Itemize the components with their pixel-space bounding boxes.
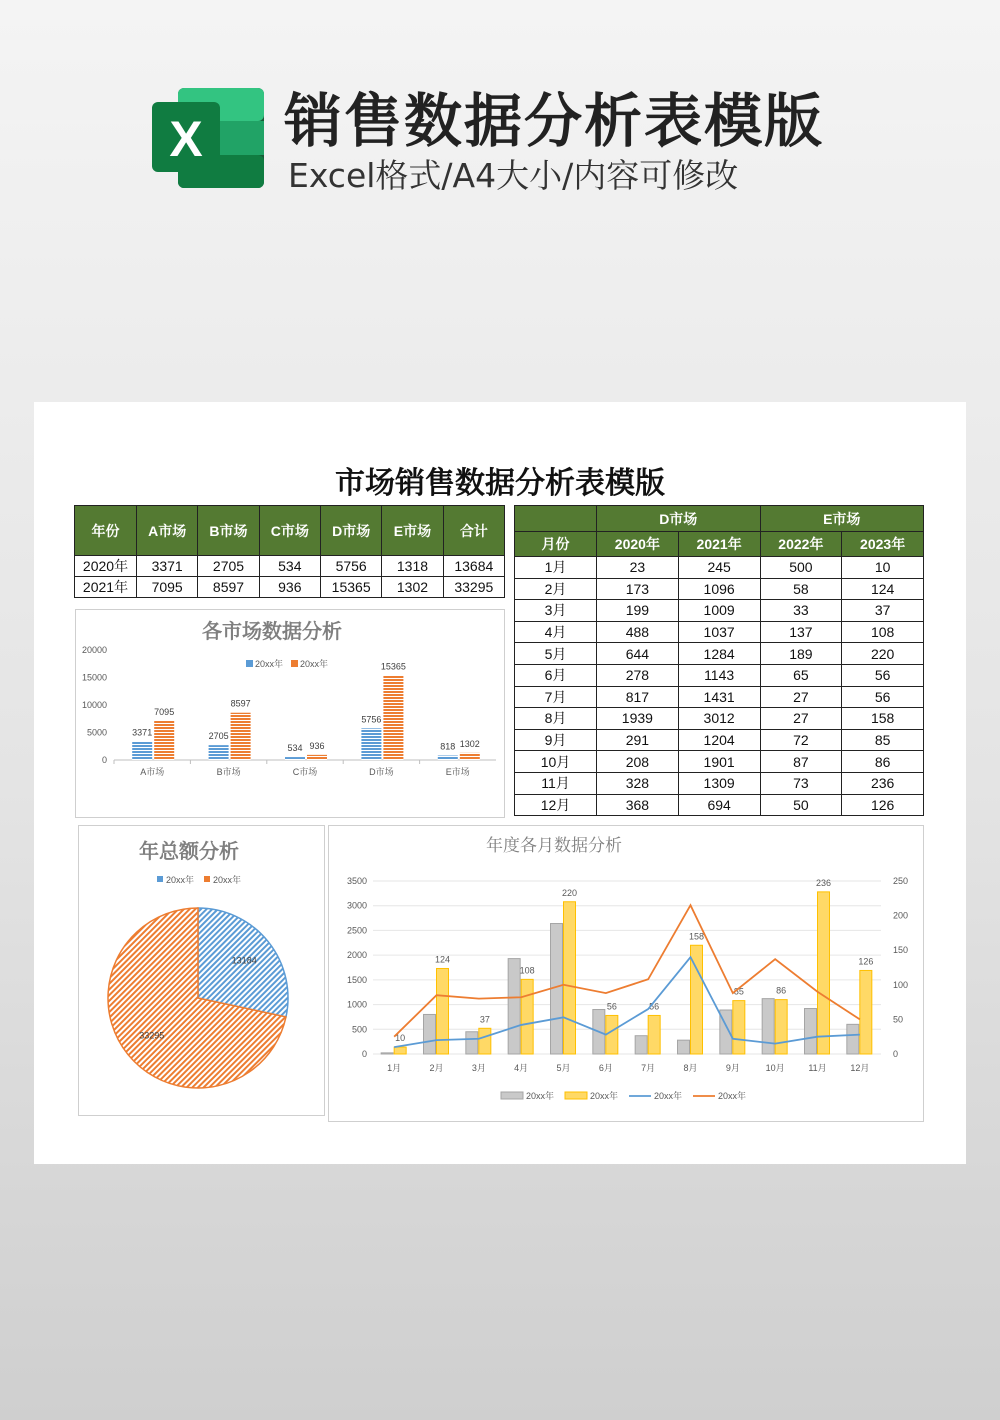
data-label: 5756 (361, 714, 382, 725)
table-row (515, 600, 924, 622)
data-label: 8597 (230, 698, 251, 709)
table-cell: 8597 (198, 577, 259, 598)
table-cell: 50 (760, 794, 842, 816)
x-tick-label: 1月 (387, 1063, 402, 1073)
legend-swatch-gray (501, 1092, 523, 1099)
table-cell: 33295 (443, 577, 504, 598)
table-row (515, 578, 924, 600)
table-cell: 245 (678, 557, 760, 579)
table-cell: 220 (842, 643, 924, 665)
table-cell: 1431 (678, 686, 760, 708)
table-cell: 11月 (515, 772, 597, 794)
table-cell: 5756 (320, 556, 381, 577)
bar (424, 1014, 436, 1054)
table-cell: 7月 (515, 686, 597, 708)
sheet-title: 市场销售数据分析表模版 (335, 466, 665, 501)
bar (437, 968, 449, 1054)
table-cell: 328 (597, 772, 679, 794)
table-row (515, 557, 924, 579)
table-cell: 189 (760, 643, 842, 665)
table-cell: 9月 (515, 729, 597, 751)
data-label: 33295 (139, 1030, 165, 1041)
table-cell: 817 (597, 686, 679, 708)
table-row (75, 577, 505, 598)
table-cell: 56 (842, 664, 924, 686)
table-cell: 1096 (678, 578, 760, 600)
bar (209, 745, 229, 760)
legend-swatch-blue (246, 660, 253, 667)
table-cell: 124 (842, 578, 924, 600)
table-header-cell: A市场 (137, 506, 198, 556)
market-bar-chart (76, 610, 504, 817)
data-label: 13184 (231, 955, 257, 966)
table-cell: 15365 (320, 577, 381, 598)
table-header-cell (515, 506, 597, 532)
y-tick-label: 1500 (346, 974, 367, 985)
table-cell: 1037 (678, 621, 760, 643)
table-cell: 27 (760, 708, 842, 730)
table-cell: 56 (842, 686, 924, 708)
data-label: 85 (733, 986, 744, 997)
y-tick-label: 500 (351, 1024, 367, 1035)
bar (508, 959, 520, 1054)
bar (154, 721, 174, 760)
bar (860, 970, 872, 1054)
table-cell: 12月 (515, 794, 597, 816)
y2-tick-label: 100 (893, 979, 909, 990)
table-cell: 86 (842, 751, 924, 773)
data-label: 3371 (132, 727, 153, 738)
legend-label: 20xx年 (300, 659, 329, 669)
table-cell: 199 (597, 600, 679, 622)
data-label: 1302 (459, 738, 480, 749)
table-cell: 23 (597, 557, 679, 579)
data-label: 158 (688, 931, 705, 942)
table-header-cell: 2021年 (678, 532, 760, 557)
table-row (515, 794, 924, 816)
bar (479, 1028, 491, 1054)
x-tick-label: 8月 (683, 1063, 698, 1073)
y-tick-label: 10000 (81, 700, 107, 710)
legend-label: 20xx年 (654, 1091, 683, 1101)
table-cell: 27 (760, 686, 842, 708)
table-cell: 4月 (515, 621, 597, 643)
total-pie-chart (79, 826, 324, 1115)
legend-swatch-orange (204, 876, 210, 882)
legend-label: 20xx年 (213, 875, 242, 885)
bar (648, 1015, 660, 1054)
table-header-row (75, 506, 505, 556)
table-cell: 2021年 (75, 577, 137, 598)
table-cell: 278 (597, 664, 679, 686)
table-cell: 1204 (678, 729, 760, 751)
table-row (515, 772, 924, 794)
spreadsheet-preview (34, 402, 966, 1164)
table-cell: 3012 (678, 708, 760, 730)
series-line (394, 905, 860, 1036)
x-tick-label: B市场 (216, 767, 241, 777)
table-cell: 236 (842, 772, 924, 794)
legend-swatch-blue (157, 876, 163, 882)
table-cell: 58 (760, 578, 842, 600)
monthly-market-table (514, 505, 924, 816)
table-cell: 5月 (515, 643, 597, 665)
y-tick-label: 20000 (81, 645, 107, 655)
x-tick-label: 10月 (765, 1063, 785, 1073)
table-header-cell: D市场 (320, 506, 381, 556)
bar (733, 1001, 745, 1054)
table-cell: 1月 (515, 557, 597, 579)
table-cell: 108 (842, 621, 924, 643)
table-cell: 2月 (515, 578, 597, 600)
table-header-cell: 合计 (443, 506, 504, 556)
legend-swatch-gold (565, 1092, 587, 1099)
chart-title: 年度各月数据分析 (486, 836, 622, 855)
legend-label: 20xx年 (526, 1091, 555, 1101)
table-row (515, 621, 924, 643)
table-cell: 37 (842, 600, 924, 622)
market-bar-chart-panel (75, 609, 505, 818)
table-cell: 158 (842, 708, 924, 730)
data-label: 10 (395, 1033, 406, 1044)
legend-label: 20xx年 (255, 659, 284, 669)
bar (678, 1040, 690, 1054)
table-cell: 6月 (515, 664, 597, 686)
bar (805, 1009, 817, 1054)
x-tick-label: 11月 (808, 1063, 827, 1073)
x-tick-label: 3月 (471, 1063, 486, 1073)
table-header-cell: 月份 (515, 532, 597, 557)
data-label: 56 (606, 1001, 617, 1012)
data-label: 15365 (380, 661, 406, 672)
table-row (515, 664, 924, 686)
table-row (515, 729, 924, 751)
legend-label: 20xx年 (718, 1091, 747, 1101)
table-header-cell: C市场 (259, 506, 320, 556)
table-cell: 1939 (597, 708, 679, 730)
table-row (515, 686, 924, 708)
table-row (515, 708, 924, 730)
legend-label: 20xx年 (590, 1091, 619, 1101)
y2-tick-label: 0 (893, 1049, 899, 1059)
bar (394, 1047, 406, 1054)
monthly-combo-chart (329, 826, 923, 1121)
table-cell: 73 (760, 772, 842, 794)
page-subtitle: Excel格式/A4大小/内容可修改 (288, 156, 739, 195)
table-cell: 1318 (382, 556, 443, 577)
table-header-cell: 年份 (75, 506, 137, 556)
table-header-cell: 2020年 (597, 532, 679, 557)
x-tick-label: C市场 (292, 767, 318, 777)
table-header-cell: E市场 (382, 506, 443, 556)
y2-tick-label: 250 (893, 876, 909, 886)
excel-logo-icon (152, 88, 264, 188)
bar (361, 728, 381, 760)
table-cell: 3月 (515, 600, 597, 622)
legend-label: 20xx年 (166, 875, 195, 885)
table-row (515, 643, 924, 665)
table-cell: 8月 (515, 708, 597, 730)
chart-title: 各市场数据分析 (202, 621, 342, 643)
chart-title: 年总额分析 (139, 841, 239, 863)
table-row (515, 751, 924, 773)
bar (775, 1000, 787, 1054)
bar (285, 757, 305, 760)
bar (307, 755, 327, 760)
bar (438, 756, 458, 760)
y-tick-label: 0 (361, 1049, 367, 1059)
y-tick-label: 5000 (86, 727, 107, 738)
bar (564, 902, 576, 1054)
bar (847, 1024, 859, 1054)
table-cell: 936 (259, 577, 320, 598)
data-label: 220 (561, 887, 578, 898)
page-title: 销售数据分析表模版 (284, 87, 825, 155)
y2-tick-label: 150 (893, 945, 909, 956)
y-tick-label: 0 (101, 755, 107, 765)
table-cell: 1143 (678, 664, 760, 686)
data-label: 936 (309, 740, 325, 751)
table-cell: 2020年 (75, 556, 137, 577)
table-cell: 488 (597, 621, 679, 643)
table-cell: 137 (760, 621, 842, 643)
x-tick-label: A市场 (140, 767, 165, 777)
table-cell: 13684 (443, 556, 504, 577)
table-cell: 173 (597, 578, 679, 600)
bar (762, 999, 774, 1054)
table-cell: 10 (842, 557, 924, 579)
total-pie-chart-panel (78, 825, 325, 1116)
bar (635, 1036, 647, 1054)
x-tick-label: 12月 (850, 1063, 870, 1073)
table-cell: 7095 (137, 577, 198, 598)
table-group-header-cell: E市场 (760, 506, 924, 532)
table-group-header-row (515, 506, 924, 532)
table-cell: 2705 (198, 556, 259, 577)
bar (818, 892, 830, 1054)
table-cell: 10月 (515, 751, 597, 773)
table-header-row (515, 532, 924, 557)
table-cell: 3371 (137, 556, 198, 577)
y-tick-label: 1000 (346, 999, 367, 1010)
x-tick-label: 7月 (641, 1063, 656, 1073)
x-tick-label: 6月 (598, 1063, 613, 1073)
data-label: 108 (519, 965, 535, 976)
bar (231, 713, 251, 760)
table-cell: 1302 (382, 577, 443, 598)
table-cell: 291 (597, 729, 679, 751)
table-cell: 65 (760, 664, 842, 686)
y-tick-label: 2000 (346, 950, 367, 961)
data-label: 7095 (154, 706, 175, 717)
x-tick-label: 4月 (514, 1063, 529, 1073)
data-label: 124 (434, 954, 451, 965)
bar (383, 675, 403, 760)
table-cell: 87 (760, 751, 842, 773)
table-cell: 208 (597, 751, 679, 773)
table-cell: 368 (597, 794, 679, 816)
table-cell: 126 (842, 794, 924, 816)
table-cell: 85 (842, 729, 924, 751)
y2-tick-label: 200 (893, 910, 909, 921)
data-label: 818 (440, 741, 456, 752)
table-cell: 534 (259, 556, 320, 577)
data-label: 56 (649, 1001, 660, 1012)
bar (521, 979, 533, 1054)
table-cell: 500 (760, 557, 842, 579)
data-label: 534 (287, 743, 303, 754)
legend-swatch-orange (291, 660, 298, 667)
table-cell: 694 (678, 794, 760, 816)
x-tick-label: 9月 (725, 1063, 740, 1073)
table-cell: 72 (760, 729, 842, 751)
data-label: 37 (479, 1014, 490, 1025)
market-summary-table (74, 505, 505, 598)
monthly-combo-chart-panel (328, 825, 924, 1122)
x-tick-label: 5月 (556, 1063, 571, 1073)
bar (132, 741, 152, 760)
x-tick-label: 2月 (429, 1063, 444, 1073)
table-header-cell: 2022年 (760, 532, 842, 557)
table-cell: 1309 (678, 772, 760, 794)
table-group-header-cell: D市场 (597, 506, 761, 532)
table-header-cell: 2023年 (842, 532, 924, 557)
table-cell: 1009 (678, 600, 760, 622)
y-tick-label: 3000 (346, 900, 367, 911)
table-header-cell: B市场 (198, 506, 259, 556)
data-label: 126 (858, 956, 874, 967)
y2-tick-label: 50 (893, 1014, 904, 1025)
table-row (75, 556, 505, 577)
table-cell: 1901 (678, 751, 760, 773)
bar (460, 753, 480, 760)
data-label: 2705 (208, 731, 229, 742)
table-cell: 1284 (678, 643, 760, 665)
bar (606, 1015, 618, 1054)
x-tick-label: D市场 (369, 767, 394, 777)
bar (381, 1053, 393, 1054)
x-tick-label: E市场 (445, 767, 470, 777)
data-label: 86 (776, 985, 787, 996)
y-tick-label: 15000 (81, 672, 107, 683)
bar (466, 1032, 478, 1054)
table-cell: 33 (760, 600, 842, 622)
table-cell: 644 (597, 643, 679, 665)
logo-letter: X (169, 111, 203, 167)
data-label: 236 (815, 877, 832, 888)
y-tick-label: 3500 (346, 876, 367, 886)
y-tick-label: 2500 (346, 925, 367, 936)
